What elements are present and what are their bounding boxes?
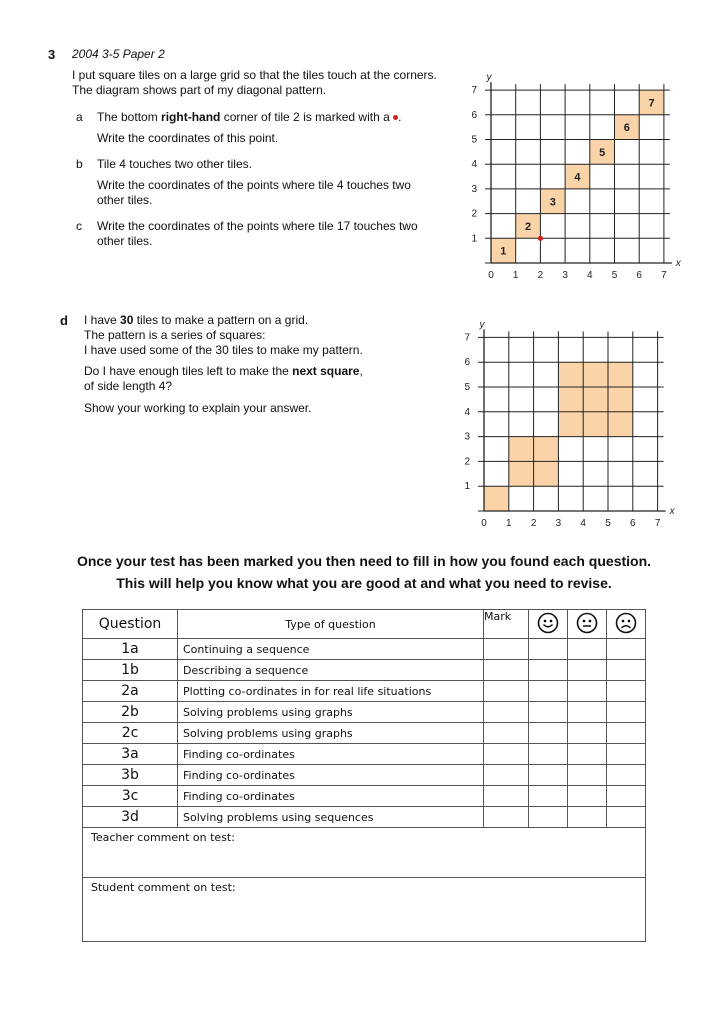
x-tick-label: 2 (530, 518, 537, 529)
part-d-line-6: Show your working to explain your answer. (84, 401, 312, 415)
g2-tile (583, 362, 608, 387)
x-tick-label: 4 (580, 518, 586, 529)
neutral-cell[interactable] (568, 660, 607, 681)
question-id: 3d (83, 807, 178, 828)
question-type: Finding co-ordinates (178, 765, 484, 786)
question-id: 2b (83, 702, 178, 723)
table-row (83, 702, 646, 723)
happy-cell[interactable] (529, 807, 568, 828)
y-axis-label: y (479, 319, 485, 331)
happy-cell[interactable] (529, 681, 568, 702)
mark-cell[interactable] (484, 744, 529, 765)
part-b-line-2: Write the coordinates of the points where tile 4 touches two (97, 178, 411, 192)
self-assessment-table (82, 609, 646, 942)
mark-cell[interactable] (484, 660, 529, 681)
question-number: 3 (48, 47, 56, 62)
sad-cell[interactable] (607, 681, 646, 702)
student-comment-row (83, 878, 646, 942)
tile-number-label: 3 (549, 196, 556, 209)
table-row (83, 765, 646, 786)
tile-number-label: 4 (574, 171, 581, 184)
sad-cell[interactable] (607, 660, 646, 681)
g2-tile (509, 461, 534, 486)
table-row (83, 660, 646, 681)
y-tick-label: 2 (464, 456, 470, 468)
sad-cell[interactable] (607, 786, 646, 807)
part-d-line-2: The pattern is a series of squares: (84, 328, 266, 342)
neutral-cell[interactable] (568, 786, 607, 807)
x-tick-label: 1 (506, 518, 512, 529)
g2-tile (608, 362, 633, 387)
mark-cell[interactable] (484, 681, 529, 702)
y-tick-label: 6 (471, 109, 477, 121)
y-tick-label: 6 (464, 357, 470, 369)
mark-cell[interactable] (484, 786, 529, 807)
y-tick-label: 7 (464, 332, 470, 344)
tile-number-label: 1 (500, 245, 507, 258)
happy-cell[interactable] (529, 765, 568, 786)
sad-cell[interactable] (607, 639, 646, 660)
x-tick-label: 2 (537, 270, 544, 281)
g2-tile (558, 412, 583, 437)
part-b-label: b (76, 157, 83, 171)
x-tick-label: 5 (605, 518, 611, 529)
marked-point (538, 236, 543, 241)
y-tick-label: 5 (471, 134, 477, 146)
intro-line-1: I put square tiles on a large grid so that the tiles touch at the corners. (72, 68, 437, 82)
question-type: Plotting co-ordinates in for real life situations (178, 681, 484, 702)
paper-reference: 2004 3-5 Paper 2 (72, 47, 165, 61)
neutral-face-icon (568, 610, 607, 639)
happy-cell[interactable] (529, 744, 568, 765)
x-axis-label: x (675, 258, 681, 269)
x-tick-label: 1 (512, 270, 519, 281)
part-d-line-5: of side length 4? (84, 379, 173, 393)
neutral-cell[interactable] (568, 807, 607, 828)
part-a-text-2: corner of tile 2 is marked with a (220, 110, 394, 124)
y-axis-label: y (486, 72, 492, 84)
tile-number-label: 5 (599, 146, 606, 159)
part-d-line-3: I have used some of the 30 tiles to make my pattern. (84, 343, 363, 357)
part-d-line-4b: next square (292, 364, 360, 378)
header-mark: Mark (484, 610, 529, 639)
part-c-line-1: Write the coordinates of the points where tile 17 touches two (97, 219, 418, 233)
x-tick-label: 0 (481, 518, 487, 529)
y-tick-label: 1 (464, 481, 470, 493)
neutral-cell[interactable] (568, 723, 607, 744)
g2-tile (534, 461, 559, 486)
neutral-cell[interactable] (568, 744, 607, 765)
table-row (83, 639, 646, 660)
neutral-cell[interactable] (568, 702, 607, 723)
part-d-line-1 (84, 313, 308, 328)
question-id: 1b (83, 660, 178, 681)
mark-cell[interactable] (484, 765, 529, 786)
question-type: Continuing a sequence (178, 639, 484, 660)
x-tick-label: 6 (636, 270, 642, 281)
part-d-line-4c: , (359, 364, 363, 378)
x-tick-label: 0 (488, 270, 494, 281)
g2-tile (534, 437, 559, 462)
part-d-line-4 (84, 364, 363, 379)
part-d-line-1b: 30 (120, 313, 134, 327)
g2-tile (484, 486, 509, 511)
y-tick-label: 3 (464, 431, 470, 443)
table-row (83, 744, 646, 765)
mark-cell[interactable] (484, 807, 529, 828)
mark-cell[interactable] (484, 702, 529, 723)
question-type: Finding co-ordinates (178, 744, 484, 765)
happy-face-icon (529, 610, 568, 639)
tile-number-label: 6 (623, 122, 630, 135)
sad-cell[interactable] (607, 765, 646, 786)
y-tick-label: 5 (464, 382, 470, 393)
table-row (83, 786, 646, 807)
sad-cell[interactable] (607, 723, 646, 744)
instruction-line-1: Once your test has been marked you then need to fill in how you found each question. (76, 553, 652, 569)
sad-cell[interactable] (607, 702, 646, 723)
part-a-text (97, 110, 401, 125)
question-id: 3c (83, 786, 178, 807)
x-tick-label: 7 (661, 270, 667, 281)
teacher-comment-box[interactable]: Teacher comment on test: (83, 828, 646, 878)
y-tick-label: 4 (464, 406, 470, 418)
neutral-cell[interactable] (568, 639, 607, 660)
square-pattern-grid (450, 312, 690, 537)
question-type: Describing a sequence (178, 660, 484, 681)
x-tick-label: 5 (611, 270, 618, 281)
part-d-line-1a: I have (84, 313, 121, 327)
part-b-line-1: Tile 4 touches two other tiles. (97, 157, 252, 171)
tile-number-label: 2 (524, 220, 532, 233)
mark-cell[interactable] (484, 639, 529, 660)
x-tick-label: 3 (555, 518, 562, 529)
g2-tile (583, 412, 608, 437)
diagonal-tile-grid (455, 65, 695, 290)
y-tick-label: 7 (471, 85, 477, 97)
part-a-bold: right-hand (161, 110, 221, 124)
question-type: Solving problems using sequences (178, 807, 484, 828)
question-type: Finding co-ordinates (178, 786, 484, 807)
neutral-cell[interactable] (568, 681, 607, 702)
x-tick-label: 3 (562, 270, 568, 281)
question-id: 1a (83, 639, 178, 660)
teacher-comment-row (83, 828, 646, 878)
mark-cell[interactable] (484, 723, 529, 744)
g2-tile (558, 387, 583, 412)
part-c-line-2: other tiles. (97, 234, 153, 248)
y-tick-label: 1 (471, 233, 477, 245)
part-a-text-1: The bottom (97, 110, 162, 124)
part-a-text-3: . (398, 110, 402, 124)
happy-cell[interactable] (529, 702, 568, 723)
part-a-label: a (76, 110, 83, 124)
instruction-line-2: This will help you know what you are good at and what you need to revise. (116, 575, 612, 591)
question-id: 3b (83, 765, 178, 786)
y-tick-label: 2 (471, 208, 477, 220)
g2-tile (558, 362, 583, 387)
header-question: Question (83, 610, 178, 639)
table-row (83, 681, 646, 702)
part-a-line-2: Write the coordinates of this point. (97, 131, 279, 145)
question-id: 3a (83, 744, 178, 765)
happy-cell[interactable] (529, 723, 568, 744)
question-id: 2a (83, 681, 178, 702)
x-axis-label: x (669, 506, 675, 517)
part-d-label: d (60, 313, 68, 328)
student-comment-box[interactable]: Student comment on test: (83, 878, 646, 942)
x-tick-label: 6 (630, 518, 636, 529)
x-tick-label: 4 (587, 270, 593, 281)
y-tick-label: 4 (471, 159, 477, 171)
question-type: Solving problems using graphs (178, 702, 484, 723)
sad-cell[interactable] (607, 744, 646, 765)
sad-cell[interactable] (607, 807, 646, 828)
g2-tile (583, 387, 608, 412)
happy-cell[interactable] (529, 660, 568, 681)
header-type: Type of question (178, 610, 484, 639)
happy-cell[interactable] (529, 786, 568, 807)
sad-face-icon (607, 610, 646, 639)
part-d-line-1c: tiles to make a pattern on a grid. (133, 313, 309, 327)
part-d-line-4a: Do I have enough tiles left to make the (84, 364, 293, 378)
g2-tile (608, 387, 633, 412)
table-row (83, 807, 646, 828)
y-tick-label: 3 (471, 183, 477, 195)
tile-number-label: 7 (648, 97, 655, 110)
happy-cell[interactable] (529, 639, 568, 660)
intro-line-2: The diagram shows part of my diagonal pattern. (72, 83, 327, 97)
table-header-row (83, 610, 646, 639)
g2-tile (608, 412, 633, 437)
question-id: 2c (83, 723, 178, 744)
table-row (83, 723, 646, 744)
question-type: Solving problems using graphs (178, 723, 484, 744)
part-c-label: c (76, 219, 82, 233)
neutral-cell[interactable] (568, 765, 607, 786)
part-b-line-3: other tiles. (97, 193, 153, 207)
x-tick-label: 7 (654, 518, 661, 529)
g2-tile (509, 437, 534, 462)
